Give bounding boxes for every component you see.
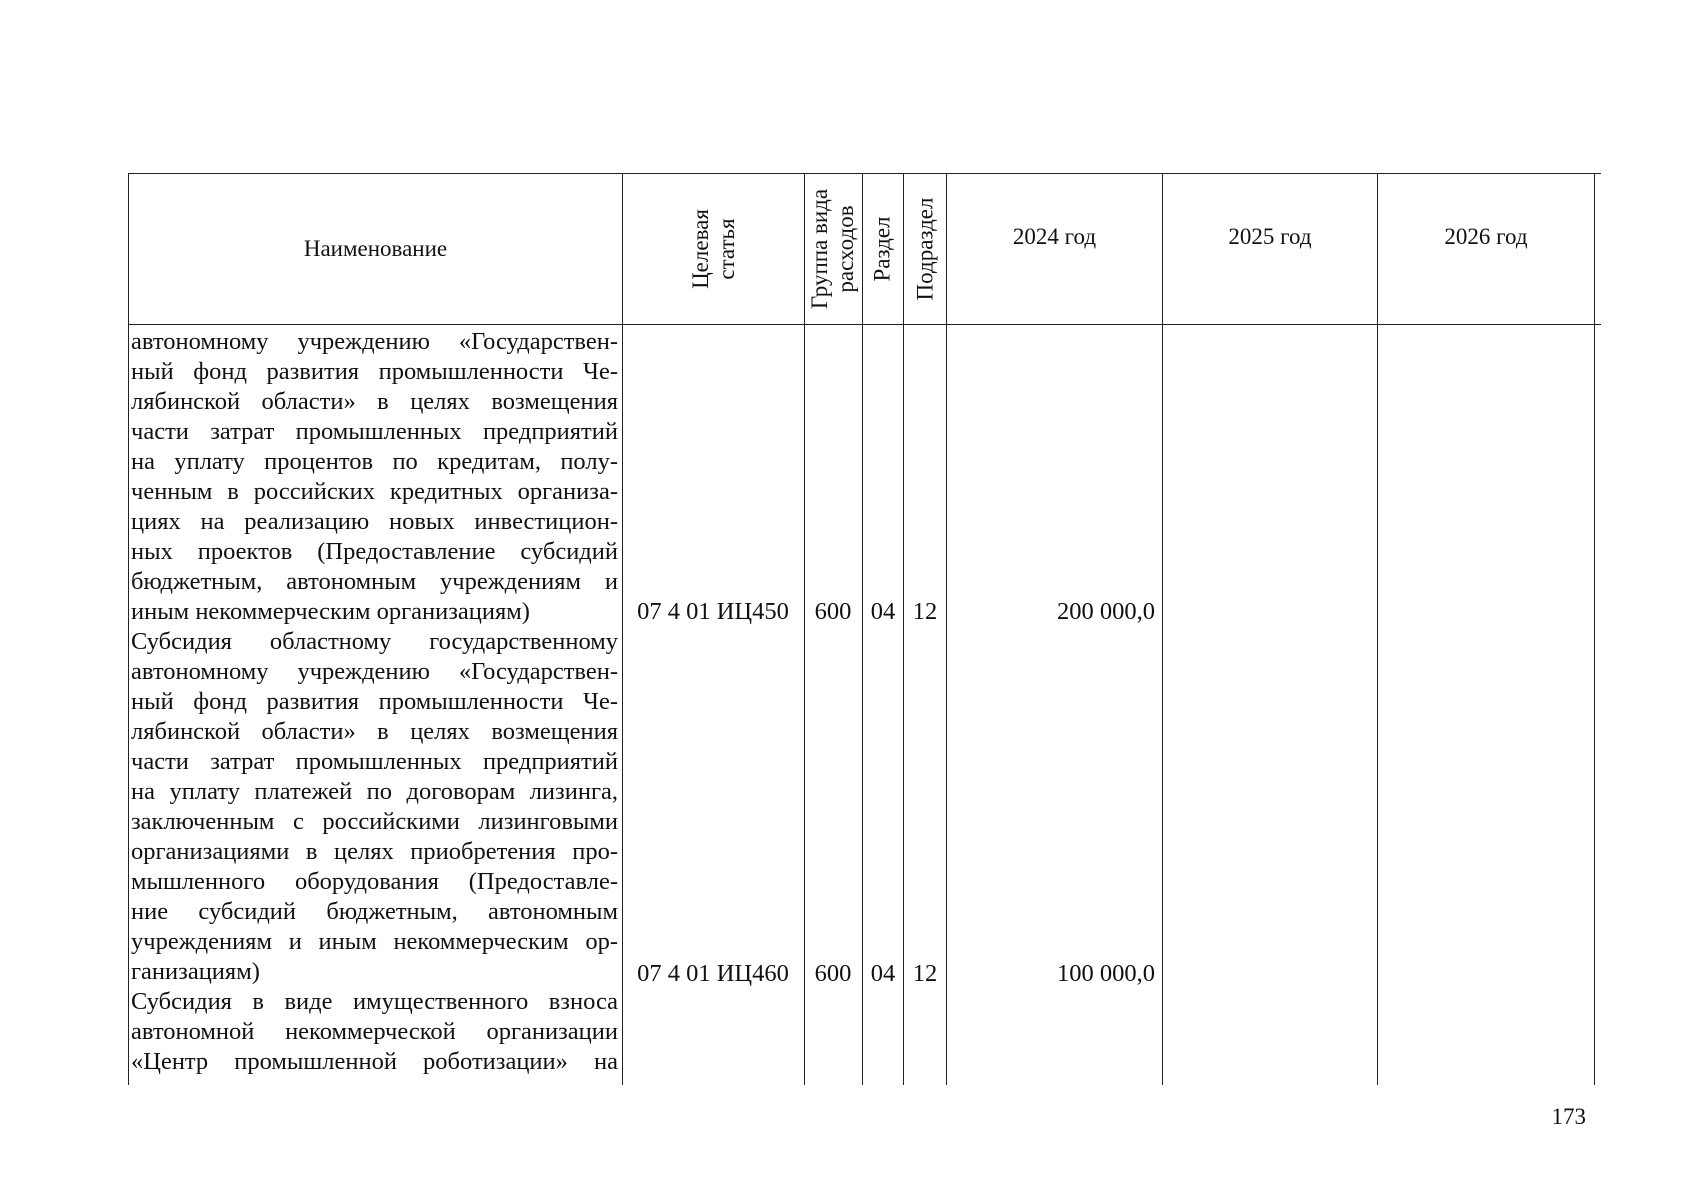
name-line: ние субсидий бюджетным, автономным (131, 898, 618, 925)
header-name (129, 174, 622, 324)
header-2025-text: 2025 год (1228, 224, 1312, 249)
name-line: ный фонд развития промышленности Че- (131, 688, 618, 715)
row2-expense-group: 600 (814, 960, 852, 987)
name-line: на уплату платежей по договорам лизинга, (131, 778, 618, 805)
name-line: автономной некоммерческой организации (131, 1018, 618, 1045)
name-line: автономному учреждению «Государствен- (131, 658, 618, 685)
header-expense-group-line2: расходов (833, 205, 859, 293)
name-line: учреждениям и иным некоммерческим ор- (131, 928, 618, 955)
name-line: лябинской области» в целях возмещения (131, 388, 618, 415)
header-target-article-line1: Целевая (687, 209, 713, 289)
name-line: ченным в российских кредитных организа- (131, 478, 618, 505)
header-2025 (1163, 210, 1377, 264)
name-line: заключенным с российскими лизинговыми (131, 808, 618, 835)
name-line: циях на реализацию новых инвестицион- (131, 508, 618, 535)
name-line: «Центр промышленной роботизации» на (131, 1048, 618, 1075)
header-section (863, 174, 903, 324)
name-line: ный фонд развития промышленности Че- (131, 358, 618, 385)
header-name-text: Наименование (303, 236, 448, 261)
name-line: ганизациям) (131, 958, 260, 985)
header-subsection (904, 174, 946, 324)
row2-target-article: 07 4 01 ИЦ460 (637, 960, 789, 987)
header-target-article (623, 174, 804, 324)
col-divider-5 (946, 173, 947, 1085)
row2-subsection: 12 (912, 960, 938, 987)
name-line: ных проектов (Предоставление субсидий (131, 538, 618, 565)
name-line: Субсидия областному государственному (131, 628, 618, 655)
row1-target-article: 07 4 01 ИЦ450 (637, 598, 789, 625)
name-line: иным некоммерческим организациям) (131, 598, 530, 625)
header-2026 (1378, 210, 1594, 264)
header-subsection-text: Подраздел (912, 197, 938, 301)
row2-amount-2024: 100 000,0 (1057, 960, 1155, 987)
row1-amount-2024: 200 000,0 (1057, 598, 1155, 625)
name-line: части затрат промышленных предприятий (131, 748, 618, 775)
col-divider-6 (1162, 173, 1163, 1085)
header-bottom-border (128, 324, 1601, 325)
row1-section: 04 (870, 598, 896, 625)
header-target-article-line2: статья (713, 218, 739, 280)
header-expense-group-line1: Группа вида (807, 188, 833, 310)
table-right-border (1594, 173, 1595, 1085)
row1-expense-group: 600 (814, 598, 852, 625)
name-line: части затрат промышленных предприятий (131, 418, 618, 445)
header-2024 (947, 210, 1162, 264)
header-2024-text: 2024 год (1012, 224, 1097, 249)
header-section-text: Раздел (870, 216, 895, 282)
name-column-text (131, 327, 618, 1077)
header-2026-text: 2026 год (1444, 224, 1528, 249)
name-line: мышленного оборудования (Предоставле- (131, 868, 618, 895)
name-line: автономному учреждению «Государствен- (131, 328, 618, 355)
name-line: лябинской области» в целях возмещения (131, 718, 618, 745)
row1-subsection: 12 (912, 598, 938, 625)
row2-section: 04 (870, 960, 896, 987)
name-line: Субсидия в виде имущественного взноса (131, 988, 618, 1015)
name-line: бюджетным, автономным учреждениям и (131, 568, 618, 595)
name-line: на уплату процентов по кредитам, полу- (131, 448, 618, 475)
header-expense-group (805, 174, 862, 324)
page-number: 173 (1551, 1104, 1586, 1129)
col-divider-7 (1377, 173, 1378, 1085)
name-line: организациями в целях приобретения про- (131, 838, 618, 865)
